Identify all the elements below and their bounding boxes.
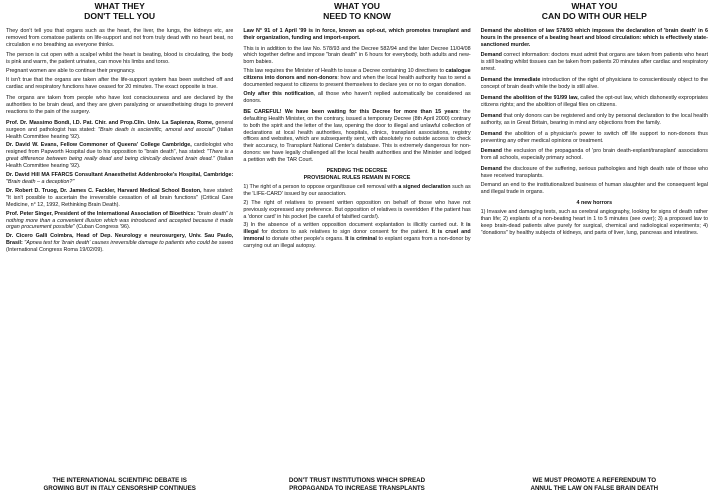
demand-abolition-578: Demand the abolition of law 578/93 which imposes the declaration of 'brain death' in 6 hours in the presence of a beating heart and blood circulation: which is effectively state-sanctioned murder. [480,27,708,48]
emphasis: Demand [480,112,502,119]
horrors-list: 1) Invasive and damaging tests, such as cerebral angiography, looking for signs of death rather than life; 2) explants of a non-beating heart in 1 to 5 minutes (see over); 3) a proposed law to keep brain-dead patients alive purely for surgical, chemical and radiological experiments; 4) "donations" by healthy subjects of kidneys, and parts of liver, lung, pancreas and intestines. [480,208,708,236]
emphasis: Demand the abolition of the 91/99 law, [480,95,579,101]
text: the exclusion of the propaganda of 'pro brain death-explant/transplant' associations from all schools, especially primary school. [480,148,708,162]
text: introduction of the right of physicians to conscientiously object to the concept of brain death while the body is still alive. [480,77,708,91]
emphasis: It is cruel and immoral [243,229,471,243]
quote-content: "brain death" is nothing more than a convenient illusion which was introduced and accepted because it made organ procurement possible" [6,210,234,231]
footer-line-2: GROWING BUT IN ITALY CENSORSHIP CONTINUES [43,484,196,492]
new-horrors-heading: 4 new horrors [576,199,613,206]
demand-paragraph [481,148,708,162]
text: for doctors to ask relatives to sign donor consent for the patient. [258,229,432,236]
paragraph: They don't tell you that organs such as the heart, the liver, the lungs, the kidneys etc, are removed from comatose patients on life-support and not from truly dead with no heart beat, no circulation e no breathing as everyone thinks. [6,27,234,48]
quote-bondi [6,120,233,141]
text: , all those who haven't replied automatically be considered as donors. [243,91,471,104]
text: correct information: doctors must admit that organs are taken from patients who heart is still beating whilst tissues can be taken from patients 20 minutes after cardiac and respiratory arrest. [480,52,708,73]
sub-heading-line-2: PROVISIONAL RULES REMAIN IN FORCE [303,174,411,181]
text: called the opt-out law, which dishonestly expropriates citizens rights; and the abolition of illegal files on citizens. [480,95,708,108]
quote-author: Prof. Peter Singer, President of the International Association of Bioethics: [6,210,196,217]
text: 1) The right of a person to oppose organ/tissue cell removal with [243,183,399,190]
text: This law requires the Minister of Health to issue a Decree containing 10 directives to [243,68,446,75]
quote-evans [6,142,233,170]
paragraph [243,68,470,89]
column-what-you-need-to-know [243,2,470,496]
demand-paragraph [481,77,708,91]
column-body [6,28,233,475]
emphasis: Demand [480,148,502,155]
paragraph [243,109,470,164]
paragraph: This is in addition to the law No. 578/93 and the Decree 582/94 and the later Decree 11/04/08 which together define and impose "brain death" in 6 hours for everybody, both adults and new-born babies. [243,45,471,66]
quote-text: cardiologist who resigned from Papworth Hospital due to his opposition to "brain death", has stated: [6,142,234,156]
quote-source: (International Congress Roma 19/02/09). [6,247,104,254]
rule-2: 2) The right of relatives to present written opposition on behalf of those who have not previously expressed any preference. But opposition of relatives is overridden if the patient has a 'donor card' in his pocket (be careful of falsified cards!). [243,199,471,220]
heading-line-2: CAN DO WITH OUR HELP [541,10,647,21]
heading-line-1: WHAT THEY [94,1,145,11]
quote-content: "Apnea test for 'brain death' causes irreversible damage to patients who could be saved [22,240,234,247]
demand-paragraph [481,131,708,145]
footer-line-1: WE MUST PROMOTE A REFERENDUM TO [532,477,657,485]
text: : how and when the local health authority has to send a documented request to citizens to present themselves to declare yes or no to organ donation. [243,75,471,89]
footer-line-1: DON'T TRUST INSTITUTIONS WHICH SPREAD [288,477,426,485]
rule-3 [243,222,470,250]
text: 3) In the absence of a written opposition document explantation is illicitly carried out. It [243,222,467,229]
paragraph: It isn't true that the organs are taken after the life-support system has been switched off and cardiac and respiratory functions have ceased for 20 minutes. The exact opposite is true. [6,77,234,91]
paragraph: The organs are taken from people who have lost consciousness and are declared by the authorities to be brain dead, and they are given paralyzing or anaesthetising drugs to prevent reactions to the pain of the surgery. [6,95,234,115]
emphasis: It is criminal [345,236,377,243]
column-footer [481,477,708,496]
quote-coimbra [6,233,233,254]
text: : the defaulting Health Minister, on the contrary, issued a temporary Decree (8th April 2000) contrary to both the spirit and the letter of the law, opening the door to illegal and unlawful collection of declarations at local health authorities, hospitals, clinics, transplant associations, registry offices and websites, which are subsequently sent, with absolutely no outside access to check their accuracy, to Transplant National Center's database. This is extremely dangerous for non-donors: we have legally challenged all the local health authorities and the Minister and lodged a petition with the TAR Court. [243,108,471,164]
text: to donate other people's organs. [264,236,346,243]
quote-singer [6,211,233,232]
column-body [481,28,708,475]
text: the disclosure of the suffering, serious pathologies and high death rate of those who have received transplants. [480,166,708,180]
demand-paragraph [481,52,708,73]
quote-author: Prof. Dr. Massimo Bondì, I.D. Pat. Chir. and Prop.Clin. Univ. La Sapienza, Rome, [6,119,214,126]
demand-paragraph [481,95,708,109]
emphasis: Demand [480,130,502,137]
emphasis: a signed declaration [398,183,451,190]
quote-author: Dr. Robert D. Truog, Dr. James C. Fackler, Harvard Medical School Boston, [6,187,202,194]
demand-paragraph [481,166,708,180]
emphasis: is illegal [243,222,471,236]
column-heading [6,2,233,22]
emphasis: Demand the immediate [480,77,541,84]
text: that only donors can be registered and only by personal declaration to the local health authority, as in Great Britain, bearing in mind any objections from the family. [480,112,708,126]
text: to explant organs from a non-donor by carrying out an illegal autopsy. [243,236,471,250]
emphasis: catalogue citizens into donors and non-donors [243,68,471,82]
emphasis: BE CAREFUL! We have been waiting for this Decree for more than 15 years [243,108,459,115]
footer-line-2: PROPAGANDA TO INCREASE TRANSPLANTS [289,484,425,492]
paragraph: The person is cut open with a scalpel whilst the heart is beating, blood is circulating, the body is pink and warm, the patient urinates, can move his limbs and torso. [6,52,234,66]
paragraph [243,91,470,105]
column-footer [243,477,470,496]
quote-truog [6,188,233,209]
emphasis: Demand [480,52,502,59]
law-91-paragraph: Law N° 91 of 1 April '99 is in force, known as opt-out, which promotes transplant and their organization, funding and import-export. [243,27,471,41]
quote-text: have stated: "It isn't possible to ascertain the irreversible cessation of all brain functions" (Critical Care Medicine, n° 12, 1992, Rethinking Brain Death). [6,187,234,208]
quote-hill [6,172,233,186]
quote-author: Dr. David W. Evans, Fellow Commoner of Queens' College Cambridge, [6,142,192,149]
quote-source: (Cuban Congress '96). [74,224,131,231]
column-body [243,28,470,475]
quote-text: general surgeon and pathologist has stated: [6,119,234,133]
column-heading [481,2,708,22]
footer-line-1: THE INTERNATIONAL SCIENTIFIC DEBATE IS [52,477,187,485]
quote-author: Dr. David Hill MA FFARCS Consultant Anaesthetist Addenbrooke's Hospital, Cambridge: [6,172,234,179]
quote-content: "There is a great difference between being really dead and being clinically declared brain dead." [6,149,234,163]
rule-1 [243,184,470,198]
quote-content: "Brain death is ascientific, amoral and asocial" [98,126,215,133]
quote-source: (Italian Health Committee hearing '92). [6,156,234,170]
emphasis: Only after this notification [243,91,314,97]
column-what-you-can-do [481,2,708,496]
demand-paragraph [481,113,708,127]
quote-author: Dr. Cicero Galli Coimbra, Head of Dep. Neurology e neurosurgery, Univ. Sau Paulo, Brasil: [6,233,234,247]
quote-content: "Brain death – a deception?" [6,178,75,185]
sub-heading-line-1: PENDING THE DECREE [326,168,388,175]
demand-paragraph: Demand an end to the institutionalized business of human slaughter and the consequent legal and illegal trade in organs. [480,182,708,195]
footer-line-2: ANNUL THE LAW ON FALSE BRAIN DEATH [530,484,659,492]
quote-source: (Italian Health Committee hearing '92). [6,126,234,140]
emphasis: Demand [480,166,502,173]
pending-decree-heading [243,168,470,182]
heading-line-1: WHAT YOU [571,1,618,11]
column-footer [6,477,233,496]
text: the abolition of a physician's power to switch off life support to non-donors thus preventing any other medical opinions or treatment. [480,130,708,144]
column-heading [243,2,470,22]
column-what-they-dont-tell-you [6,2,233,496]
paragraph: Pregnant women are able to continue their pregnancy. [6,68,136,75]
heading-line-2: NEED TO KNOW [323,10,391,21]
heading-line-2: DON'T TELL YOU [84,10,156,21]
heading-line-1: WHAT YOU [333,1,380,11]
text: such as the 'LIFE-CARD' issued by our association. [243,183,471,197]
